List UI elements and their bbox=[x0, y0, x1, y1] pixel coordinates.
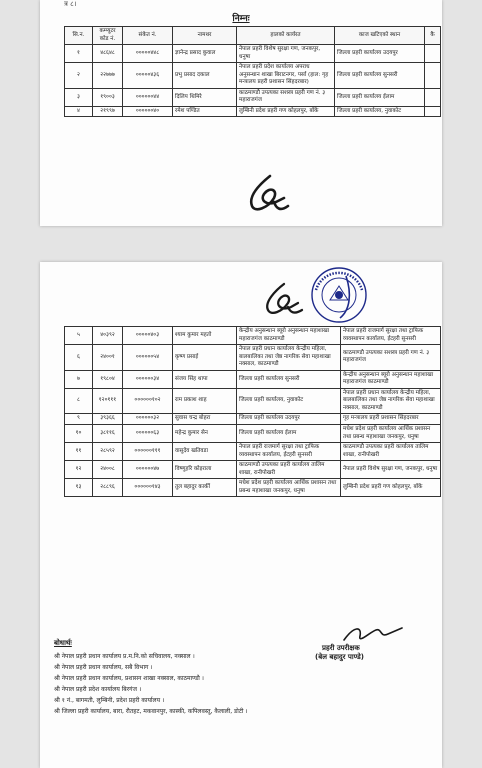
cc-recipient: श्री जिल्ला प्रहरी कार्यालय, बारा, रौतहट, मकवानपुर, कास्की, कपिलवस्तु, कैलाली, डोटी । bbox=[54, 708, 248, 715]
table-header-row bbox=[65, 27, 441, 45]
cell-deputed-place: नेपाल प्रहरी राजमार्ग सुरक्षा तथा ट्राफिक व्यवस्थापन कार्यालय, ईटहरी सुनसरी bbox=[341, 327, 441, 345]
cell-computer-code: २४००१ bbox=[93, 345, 123, 371]
cell-current-post: काठमाण्डौ उपत्यका सशस्त्र प्रहरी गण नं. ३ महाराजगंज bbox=[237, 88, 335, 106]
cell-current-post: जिल्ला प्रहरी कार्यालय ईलाम bbox=[237, 425, 341, 443]
cc-heading: बोधार्थः bbox=[54, 639, 72, 647]
cell-current-post: जिल्ला प्रहरी कार्यालय सुनसरी bbox=[237, 370, 341, 388]
cell-symbol-number: ००००००४४ bbox=[123, 88, 173, 106]
cell-name: वासुदेव खतिवडा bbox=[173, 443, 237, 461]
cell-symbol-number: ०००००४०३ bbox=[123, 327, 173, 345]
cell-computer-code: २८८९६ bbox=[93, 479, 123, 497]
cell-name: राम प्रकाश शाह bbox=[173, 388, 237, 414]
cell-current-post: जिल्ला प्रहरी कार्यालय, नुवाकोट bbox=[237, 388, 341, 414]
cell-name: कृष्ण प्रसाई bbox=[173, 345, 237, 371]
cell-serial: १२ bbox=[65, 461, 93, 479]
cell-deputed-place: काठमाण्डौ उपत्यका प्रहरी कार्यालय तालिम शाखा, रानीपोखरी bbox=[341, 443, 441, 461]
cell-serial: १० bbox=[65, 425, 93, 443]
cell-serial: ३ bbox=[65, 88, 93, 106]
cell-symbol-number: ००००००३४ bbox=[123, 370, 173, 388]
cell-deputed-place: केन्द्रीय अनुसन्धान ब्यूरो अनुसन्धान महाशाखा महाराजगंज काठमाण्डौ bbox=[341, 370, 441, 388]
cell-remarks bbox=[425, 45, 441, 63]
cell-current-post: मधेश प्रदेश प्रहरी कार्यालय आर्थिक प्रशासन तथा प्रबन्ध महाशाखा जनकपुर, धनुषा bbox=[237, 479, 341, 497]
cc-recipient: श्री १ नं., बागमती, लुम्बिनी, प्रदेश प्रहरी कार्यालय । bbox=[54, 697, 165, 704]
transfer-table-page-1 bbox=[64, 26, 441, 117]
cell-name: सुवास चन्द्र बोहरा bbox=[173, 414, 237, 425]
cell-name: महेन्द्र कुमार सेन bbox=[173, 425, 237, 443]
document-page-1 bbox=[40, 0, 442, 226]
transfer-table-page-2 bbox=[64, 326, 441, 497]
cell-current-post: नेपाल प्रहरी प्रदेश कार्यालय अपराध अनुसन्धान शाखा बिराटनगर, पर्सा (हाल: गृह मन्त्रालय प्रहरी प्रशासन सिंहदरबार) bbox=[237, 63, 335, 89]
cell-current-post: नेपाल प्रहरी विशेष सुरक्षा गण, जनकपुर, धनुषा bbox=[237, 45, 335, 63]
cell-current-post: केन्द्रीय अनुसन्धान ब्यूरो अनुसन्धान महाशाखा महाराजगंज काठमाण्डौ bbox=[237, 327, 341, 345]
signature-mark bbox=[258, 280, 308, 320]
cell-deputed-place: जिल्ला प्रहरी कार्यालय ईलाम bbox=[335, 88, 425, 106]
cell-serial: ९ bbox=[65, 414, 93, 425]
cell-current-post: जिल्ला प्रहरी कार्यालय उदयपुर bbox=[237, 414, 341, 425]
cc-recipient: श्री नेपाल प्रहरी प्रधान कार्यालय, सबै विभाग । bbox=[54, 664, 153, 671]
cell-serial: ७ bbox=[65, 370, 93, 388]
table-row bbox=[65, 327, 441, 345]
table-row bbox=[65, 425, 441, 443]
cell-symbol-number: ०००००४४८ bbox=[123, 45, 173, 63]
document-page-2 bbox=[40, 262, 442, 768]
cell-computer-code: ४०३९२ bbox=[93, 327, 123, 345]
cell-name: तुल बहादुर कार्की bbox=[173, 479, 237, 497]
cc-recipient: श्री नेपाल प्रहरी प्रदेश कार्यालय बिरगंज । bbox=[54, 686, 142, 693]
cell-deputed-place: नेपाल प्रहरी प्रधान कार्यालय केन्द्रीय महिला, बालबालिका तथा जेष्ठ नागरिक सेवा महाशाखा नक्साल, काठमाण्डौ bbox=[341, 388, 441, 414]
header-computer-code: कम्प्युटर कोड नं. bbox=[93, 27, 123, 45]
cell-remarks bbox=[425, 63, 441, 89]
table-row bbox=[65, 414, 441, 425]
table-row bbox=[65, 45, 441, 63]
cell-remarks bbox=[425, 88, 441, 106]
cell-deputed-place: नेपाल प्रहरी विशेष सुरक्षा गण, जनकपुर, धनुषा bbox=[341, 461, 441, 479]
cell-serial: ८ bbox=[65, 388, 93, 414]
table-row bbox=[65, 370, 441, 388]
cell-computer-code: १९८०४ bbox=[93, 370, 123, 388]
table-row bbox=[65, 345, 441, 371]
cell-current-post: लुम्बिनी प्रदेश प्रहरी गण कोहलपुर, बाँके bbox=[237, 106, 335, 117]
cell-name: ज्ञानेन्द्र प्रसाद कुवाल bbox=[173, 45, 237, 63]
cell-name: दिलिप थिमिरे bbox=[173, 88, 237, 106]
cell-computer-code: २४००८ bbox=[93, 461, 123, 479]
cell-computer-code: ३९३६६ bbox=[93, 414, 123, 425]
cell-deputed-place: जिल्ला प्रहरी कार्यालय, नुवाकोट bbox=[335, 106, 425, 117]
cell-serial: ५ bbox=[65, 327, 93, 345]
cell-symbol-number: ००००००१११ bbox=[123, 443, 173, 461]
signature-mark bbox=[240, 172, 298, 218]
signatory-name: (बेल बहादुर पाण्डे) bbox=[315, 653, 364, 661]
table-row bbox=[65, 106, 441, 117]
page-title: निम्नः bbox=[232, 14, 250, 24]
cell-computer-code: २८५९२ bbox=[93, 443, 123, 461]
cell-serial: ४ bbox=[65, 106, 93, 117]
cell-computer-code: ३८११६ bbox=[93, 425, 123, 443]
header-name: नामथर bbox=[173, 27, 237, 45]
cell-computer-code: १९००३ bbox=[93, 88, 123, 106]
table-row bbox=[65, 479, 441, 497]
table-row bbox=[65, 461, 441, 479]
cell-remarks bbox=[425, 106, 441, 117]
cell-serial: १ bbox=[65, 45, 93, 63]
cell-symbol-number: ००००००४० bbox=[123, 106, 173, 117]
cc-recipient-list bbox=[54, 651, 248, 717]
signatory-designation: प्रहरी उपरीक्षक bbox=[322, 644, 360, 652]
table-row bbox=[65, 388, 441, 414]
cell-symbol-number: ००००००६३ bbox=[123, 425, 173, 443]
table-row bbox=[65, 63, 441, 89]
cell-computer-code: २१९९७ bbox=[93, 106, 123, 117]
header-remarks: कै bbox=[425, 27, 441, 45]
cell-current-post: काठमाण्डौ उपत्यका प्रहरी कार्यालय तालिम शाखा, रानीपोखरी bbox=[237, 461, 341, 479]
cell-deputed-place: काठमाण्डौ उपत्यका सशस्त्र प्रहरी गण नं. ३ महाराजगंज bbox=[341, 345, 441, 371]
cc-recipient: श्री नेपाल प्रहरी प्रधान कार्यालय, प्रशासन शाखा नक्साल, काठमाण्डौ । bbox=[54, 675, 204, 682]
cell-symbol-number: ०००००४३६ bbox=[123, 63, 173, 89]
cell-computer-code: २२७७७ bbox=[93, 63, 123, 89]
cell-deputed-place: जिल्ला प्रहरी कार्यालय सुनसरी bbox=[335, 63, 425, 89]
cell-serial: ६ bbox=[65, 345, 93, 371]
cc-recipient: श्री नेपाल प्रहरी प्रधान कार्यालय प्र.म.नि.को सचिवालय, नक्साल । bbox=[54, 653, 195, 660]
cell-deputed-place: मधेश प्रदेश प्रहरी कार्यालय आर्थिक प्रशासन तथा प्रबन्ध महाशाखा जनकपुर, धनुषा bbox=[341, 425, 441, 443]
cell-symbol-number: ००००००३२ bbox=[123, 414, 173, 425]
cell-computer-code: १२०१११ bbox=[93, 388, 123, 414]
office-seal-stamp bbox=[310, 266, 368, 324]
cell-symbol-number: ००००००४७ bbox=[123, 461, 173, 479]
cell-current-post: नेपाल प्रहरी प्रधान कार्यालय केन्द्रीय महिला, बालबालिका तथा जेष्ठ नागरिक सेवा महाशाखा नक्साल, काठमाण्डौ bbox=[237, 345, 341, 371]
cell-serial: ११ bbox=[65, 443, 93, 461]
cell-deputed-place: गृह मन्त्रालय प्रहरी प्रशासन सिंहदरबार bbox=[341, 414, 441, 425]
header-current-post: हालको कार्यरत bbox=[237, 27, 335, 45]
header-deputed-place: काज खटिएको स्थान bbox=[335, 27, 425, 45]
cell-symbol-number: ००००००१४३ bbox=[123, 479, 173, 497]
cell-deputed-place: जिल्ला प्रहरी कार्यालय उदयपुर bbox=[335, 45, 425, 63]
cell-serial: १३ bbox=[65, 479, 93, 497]
table-row bbox=[65, 88, 441, 106]
cell-name: रमेश पण्डित bbox=[173, 106, 237, 117]
cell-serial: २ bbox=[65, 63, 93, 89]
cell-computer-code: ४८६४८ bbox=[93, 45, 123, 63]
signatory-signature bbox=[340, 622, 406, 646]
cell-symbol-number: ००००००१०२ bbox=[123, 388, 173, 414]
header-symbol-number: संकेत नं. bbox=[123, 27, 173, 45]
cell-name: श्याम कुमार महतो bbox=[173, 327, 237, 345]
table-row bbox=[65, 443, 441, 461]
cell-deputed-place: लुम्बिनी प्रदेश प्रहरी गण कोहलपुर, बाँके bbox=[341, 479, 441, 497]
cell-current-post: नेपाल प्रहरी राजमार्ग सुरक्षा तथा ट्राफिक व्यवस्थापन कार्यालय, ईटहरी सुनसरी bbox=[237, 443, 341, 461]
page-top-fragment: त्र ८। bbox=[64, 0, 77, 8]
cell-name: विष्णुहरि कोइराला bbox=[173, 461, 237, 479]
header-serial: सि.न. bbox=[65, 27, 93, 45]
cell-symbol-number: ००००००५४ bbox=[123, 345, 173, 371]
cell-name: प्रभु प्रसाद दकाल bbox=[173, 63, 237, 89]
cell-name: संजय सिंह थापा bbox=[173, 370, 237, 388]
